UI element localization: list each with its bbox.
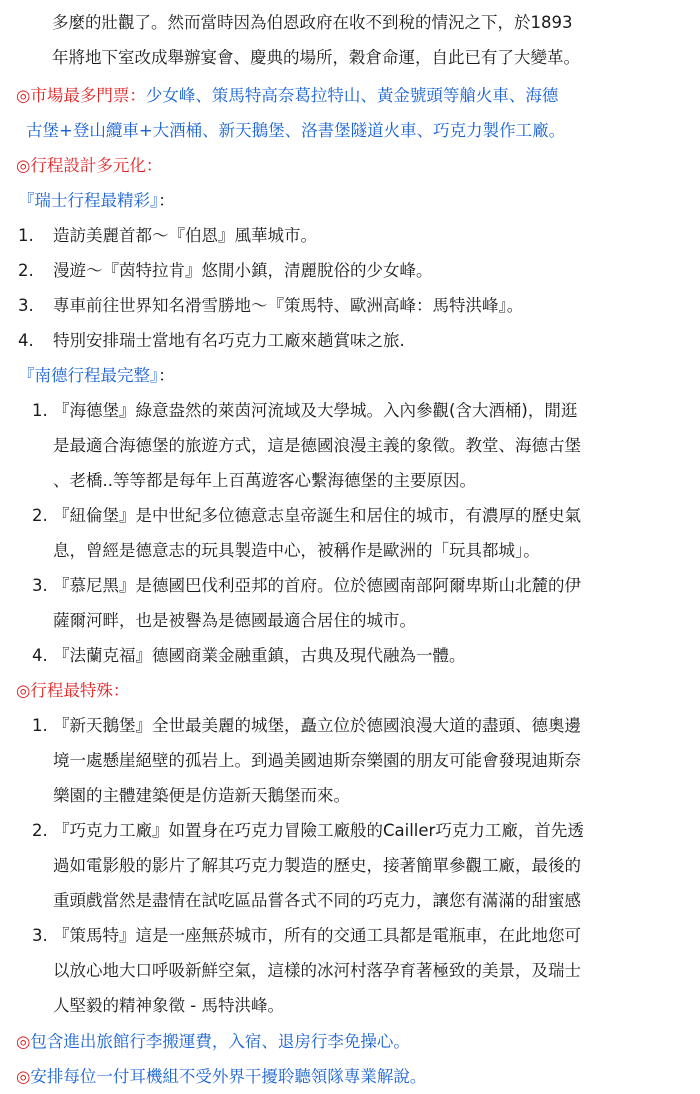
item-number: 2.: [32, 506, 48, 525]
list-item-text: 是最適合海德堡的旅遊方式，這是德國浪漫主義的象徵。教堂、海德古堡: [53, 436, 581, 455]
item-number: 1.: [32, 401, 48, 420]
diverse-heading: [16, 148, 162, 183]
item-number: 1.: [32, 716, 48, 735]
germany-heading: [18, 358, 175, 393]
earphone-note: [16, 1059, 426, 1094]
tickets-label: 市場最多門票：: [30, 86, 146, 105]
swiss-heading: [18, 183, 175, 218]
list-item-text: 『新天鵝堡』全世最美麗的城堡，矗立位於德國浪漫大道的盡頭、德奧邊: [53, 716, 581, 735]
list-item-text: 『策馬特』這是一座無菸城市，所有的交通工具都是電瓶車，在此地您可: [53, 926, 581, 945]
list-item: [18, 218, 34, 253]
list-item-text: 專車前往世界知名滑雪勝地～『策馬特、歐洲高峰：馬特洪峰』。: [53, 296, 524, 315]
list-item-text: 以放心地大口呼吸新鮮空氣，這樣的冰河村落孕育著極致的美景，及瑞士: [53, 961, 581, 980]
bullet-icon: ◎: [16, 1067, 31, 1086]
list-item: [18, 323, 34, 358]
list-item-text: 『紐倫堡』是中世紀多位德意志皇帝誕生和居住的城市，有濃厚的歷史氣: [53, 506, 581, 525]
list-item-text: 、老橋..等等都是每年上百萬遊客心繫海德堡的主要原因。: [53, 471, 476, 490]
tickets-line-2: 古堡+登山纜車+大酒桶、新天鵝堡、洛書堡隧道火車、巧克力製作工廠。: [26, 121, 566, 140]
bullet-icon: ◎: [16, 1032, 31, 1051]
luggage-text: 包含進出旅館行李搬運費，入宿、退房行李免操心。: [30, 1032, 410, 1051]
list-item-text: 境一處懸崖絕壁的孤岩上。到過美國迪斯奈樂園的朋友可能會發現迪斯奈: [53, 751, 581, 770]
luggage-note: [16, 1024, 410, 1059]
item-number: 4.: [18, 331, 34, 350]
list-item-text: 『巧克力工廠』如置身在巧克力冒險工廠般的Cailler巧克力工廠，首先透: [53, 821, 584, 840]
intro-line-1: 多麼的壯觀了。然而當時因為伯恩政府在收不到稅的情況之下，於1893: [52, 13, 573, 32]
item-number: 3.: [18, 296, 34, 315]
germany-title: 『南德行程最完整』: [18, 366, 159, 385]
bullet-icon: ◎: [16, 86, 31, 105]
list-item-text: 過如電影般的影片了解其巧克力製造的歷史，接著簡單參觀工廠，最後的: [53, 856, 581, 875]
bullet-icon: ◎: [16, 156, 31, 175]
list-item-text: 造訪美麗首都～『伯恩』風華城市。: [53, 226, 317, 245]
list-item-text: 人堅毅的精神象徵 - 馬特洪峰。: [53, 996, 284, 1015]
item-number: 4.: [32, 646, 48, 665]
list-item-text: 樂園的主體建築便是仿造新天鵝堡而來。: [53, 786, 350, 805]
item-number: 2.: [18, 261, 34, 280]
germany-colon: ：: [158, 366, 175, 385]
tickets-line-1: 少女峰、策馬特高奈葛拉特山、黃金號頭等艙火車、海德: [145, 86, 559, 105]
item-number: 1.: [18, 226, 34, 245]
diverse-label: 行程設計多元化：: [30, 156, 163, 175]
list-item-text: 特別安排瑞士當地有名巧克力工廠來趟賞味之旅.: [53, 331, 405, 350]
special-heading: [16, 673, 129, 708]
list-item: [18, 288, 34, 323]
swiss-colon: ：: [158, 191, 175, 210]
item-number: 2.: [32, 821, 48, 840]
swiss-title: 『瑞士行程最精彩』: [18, 191, 159, 210]
item-number: 3.: [32, 926, 48, 945]
list-item-text: 『慕尼黑』是德國巴伐利亞邦的首府。位於德國南部阿爾卑斯山北麓的伊: [53, 576, 581, 595]
list-item-text: 薩爾河畔，也是被譽為是德國最適合居住的城市。: [53, 611, 416, 630]
list-item-text: 息，曾經是德意志的玩具製造中心，被稱作是歐洲的「玩具都城」。: [53, 541, 540, 560]
earphone-text: 安排每位一付耳機組不受外界干擾聆聽領隊專業解說。: [30, 1067, 427, 1086]
list-item-text: 重頭戲當然是盡情在試吃區品嘗各式不同的巧克力，讓您有滿滿的甜蜜感: [53, 891, 581, 910]
item-number: 3.: [32, 576, 48, 595]
intro-line-2: 年將地下室改成舉辦宴會、慶典的場所，穀倉命運，自此已有了大變革。: [52, 48, 580, 67]
list-item-text: 漫遊～『茵特拉肯』悠閒小鎮，清麗脫俗的少女峰。: [53, 261, 433, 280]
list-item: [18, 253, 34, 288]
special-label: 行程最特殊：: [30, 681, 130, 700]
tickets-heading: [16, 78, 558, 113]
list-item-text: 『海德堡』綠意盎然的萊茵河流域及大學城。入內參觀(含大酒桶)，閒逛: [53, 401, 578, 420]
bullet-icon: ◎: [16, 681, 31, 700]
list-item-text: 『法蘭克福』德國商業金融重鎮，古典及現代融為一體。: [53, 646, 466, 665]
